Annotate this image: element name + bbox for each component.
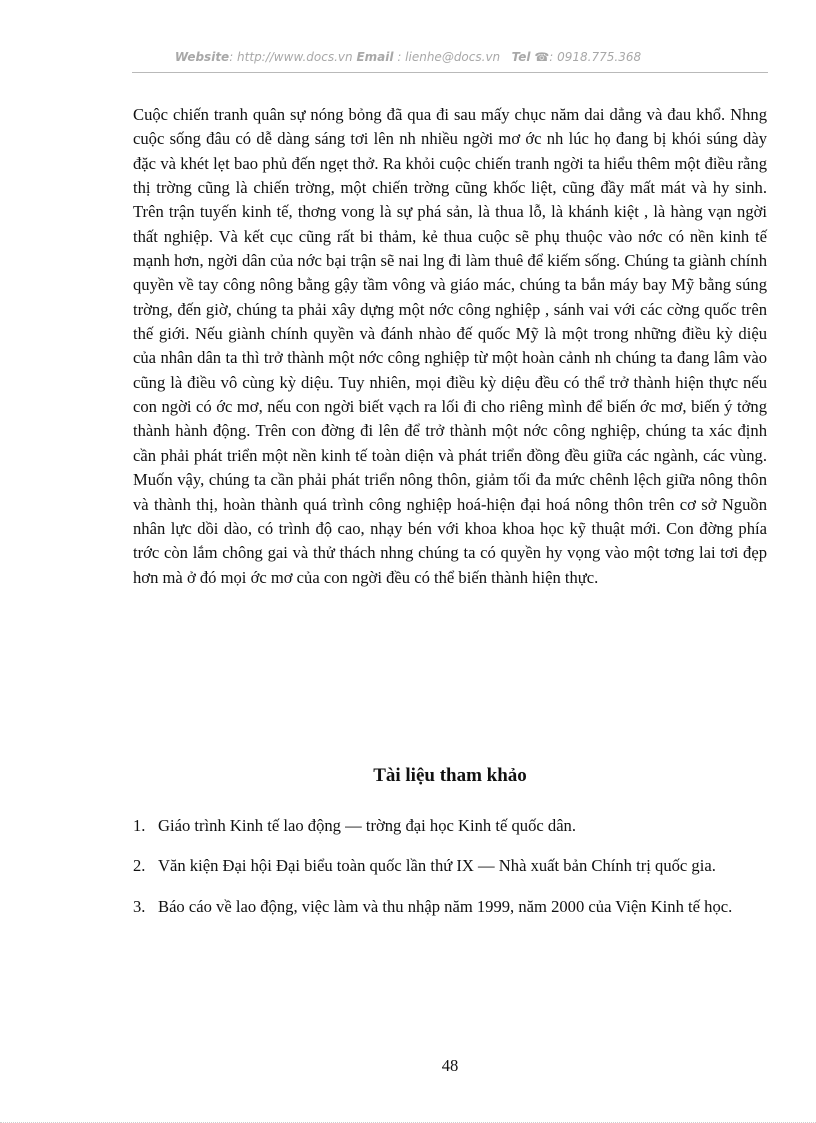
reference-number: 1. xyxy=(133,816,146,835)
references-list xyxy=(133,814,767,935)
reference-text: Giáo trình Kinh tế lao động — trờng đại học Kinh tế quốc dân. xyxy=(158,816,577,835)
header-divider xyxy=(132,72,768,73)
website-separator: : xyxy=(229,50,238,64)
reference-number: 3. xyxy=(133,896,146,916)
tel-label: Tel xyxy=(511,50,531,64)
reference-item xyxy=(133,814,767,838)
page-number: 48 xyxy=(441,1056,459,1075)
reference-text: Văn kiện Đại hội Đại biểu toàn quốc lần thứ IX — Nhà xuất bản Chính trị quốc gia. xyxy=(158,856,716,876)
reference-item xyxy=(133,854,767,878)
reference-number: 2. xyxy=(133,856,146,876)
reference-text: Báo cáo về lao động, việc làm và thu nhập năm 1999, năm 2000 của Viện Kinh tế học. xyxy=(158,896,733,916)
reference-item xyxy=(133,895,767,919)
page-header xyxy=(0,50,816,64)
body-paragraph: Cuộc chiến tranh quân sự nóng bỏng đã qua đi sau mấy chục năm dai dẳng và đau khổ. Nhng cuộc sống đâu có dễ dàng sáng tơi lên nh nhiều ngời mơ ớc nh lúc họ đang bị khói súng dày đặc và khét lẹt bao phủ đến ngẹt thở. Ra khỏi cuộc chiến tranh ngời ta hiểu thêm một điều rằng thị trờng cũng là chiến trờng, một chiến trờng cũng khốc liệt, cũng đầy mất mát và hy sinh. Trên trận tuyến kinh tế, thơng vong là sự phá sản, là thua lỗ, là khánh kiệt , là hàng vạn ngời thất nghiệp. Và kết cục cũng rất bi thảm, kẻ thua cuộc sẽ phụ thuộc vào nớc có nền kinh tế mạnh hơn, ngời dân của nớc bại trận sẽ nai lng đi làm thuê để kiếm sống. Chúng ta giành chính quyền về tay công nông bằng gậy tầm vông và giáo mác, chúng ta bắn máy bay Mỹ bằng súng trờng, đến giờ, chúng ta phải xây dựng một nớc công nghiệp , sánh vai với các cờng quốc trên thế giới. Nếu giành chính quyền và đánh nhào đế quốc Mỹ là một trong những điều kỳ diệu của nhân dân ta thì trở thành một nớc công nghiệp từ một hoàn cảnh nh chúng ta đang lâm vào cũng là điều vô cùng kỳ diệu. Tuy nhiên, mọi điều kỳ diệu đều có thể trở thành hiện thực nếu con ngời có ớc mơ, nếu con ngời biết vạch ra lối đi cho riêng mình để biến ớc mơ, biến ý tởng thành hành động. Trên con đờng đi lên để trở thành một nớc công nghiệp, chúng ta xác định cần phải phát triển một nền kinh tế toàn diện và phát triển đồng đều giữa các ngành, các vùng. Muốn vậy, chúng ta cần phải phát triển nông thôn, giảm tối đa mức chênh lệch giữa nông thôn và thành thị, hoàn thành quá trình công nghiệp hoá-hiện đại hoá nông thôn trên cơ sở Nguồn nhân lực dồi dào, có trình độ cao, nhạy bén với khoa khoa học kỹ thuật mới. Con đờng phía trớc còn lắm chông gai và thử thách nhng chúng ta có quyền hy vọng vào một tơng lai tơi đẹp hơn mà ở đó mọi ớc mơ của con ngời đều có thể biến thành hiện thực. xyxy=(133,105,767,587)
references-title: Tài liệu tham khảo xyxy=(373,765,527,786)
email-label: Email xyxy=(356,50,394,64)
tel-value: : 0918.775.368 xyxy=(549,50,642,64)
email-separator: : xyxy=(393,50,406,64)
website-url[interactable]: http://www.docs.vn xyxy=(237,50,353,64)
phone-icon: ☎ xyxy=(534,50,550,64)
website-label: Website xyxy=(174,50,230,64)
email-value[interactable]: lienhe@docs.vn xyxy=(405,50,501,64)
